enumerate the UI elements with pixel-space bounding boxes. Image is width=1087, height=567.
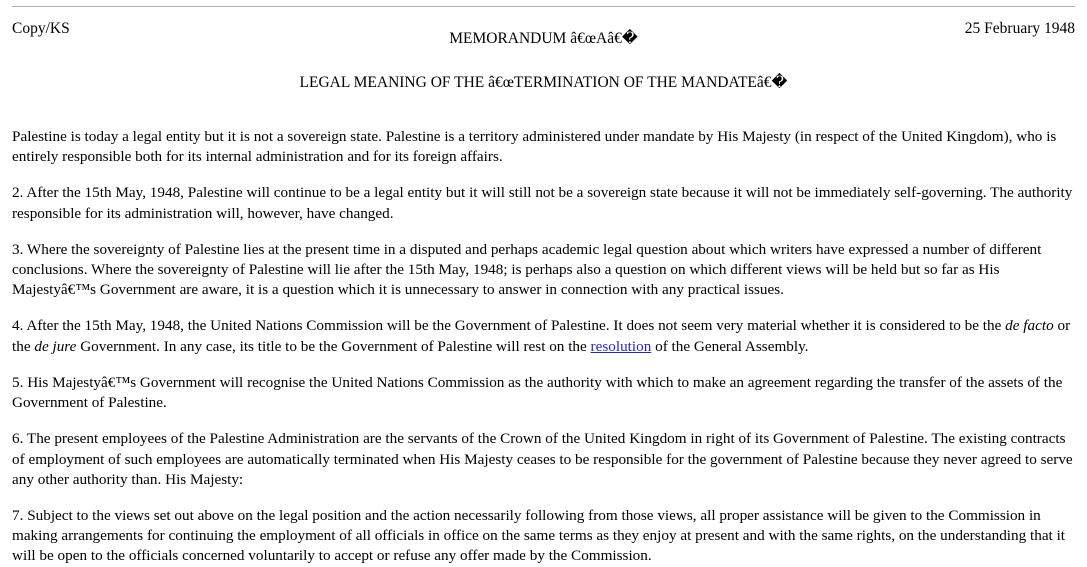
copy-reference: Copy/KS [12,20,70,37]
document-date: 25 February 1948 [964,20,1075,37]
paragraph-4 [12,316,1075,356]
top-divider [12,6,1075,7]
paragraph-3: 3. Where the sovereignty of Palestine lies at the present time in a disputed and perhaps academic legal question about which writers have expressed a number of different conclusions. Where the sovereignty of Palestine will lie after the 15th May, 1948; is perhaps also a question on which different views will be held but so far as His Majestyâ€™s Government are aware, it is a question which it is unnecessary to answer in connection with any practical issues. [12,240,1042,299]
paragraph-1: Palestine is today a legal entity but it is not a sovereign state. Palestine is a territory administered under mandate by His Majesty (in respect of the United Kingdom), who is entirely responsible both for its internal administration and for its foreign affairs. [12,127,1057,166]
paragraph-2: 2. After the 15th May, 1948, Palestine will continue to be a legal entity but it will still not be a sovereign state because it will not be immediately self-governing. The authority responsible for its administration will, however, have changed. [12,184,1073,222]
memorandum-subtitle: LEGAL MEANING OF THE â€œTERMINATION OF THE MANDATEâ€� [299,73,788,91]
document-body [12,127,1075,567]
de-facto-phrase: de facto [1005,317,1054,335]
de-jure-phrase: de jure [34,337,77,355]
paragraph-7: 7. Subject to the views set out above on the legal position and the action necessarily following from those views, all proper assistance will be given to the Commission in making arrangements for continuing the employment of all officials in office on the same terms as they enjoy at present and with the same rights, on the understanding that it will be open to the officials concerned voluntarily to accept or refuse any offer made by the Commission. [12,506,1066,565]
memorandum-title: MEMORANDUM â€œAâ€� [449,29,638,47]
resolution-link[interactable]: resolution [590,337,652,355]
title-block [12,29,1075,93]
paragraph-4-text-c: Government. In any case, its title to be the Government of Palestine will rest on the [76,337,591,355]
paragraph-4-text-d: of the General Assembly. [651,337,809,355]
document-page [0,6,1087,565]
paragraph-4-text-a: 4. After the 15th May, 1948, the United Nations Commission will be the Government of Palestine. It does not seem very material whether it is considered to be the [12,317,1006,335]
paragraph-4-text-b: or the [12,317,1071,355]
paragraph-6: 6. The present employees of the Palestine Administration are the servants of the Crown of the United Kingdom in right of its Government of Palestine. The existing contracts of employment of such employees are automatically terminated when His Majesty ceases to be responsible for the government of Palestine because they never agreed to serve any other authority than. His Majesty: [12,430,1073,488]
paragraph-5: 5. His Majestyâ€™s Government will recognise the United Nations Commission as the authority with which to make an agreement regarding the transfer of the assets of the Government of Palestine. [12,373,1063,412]
